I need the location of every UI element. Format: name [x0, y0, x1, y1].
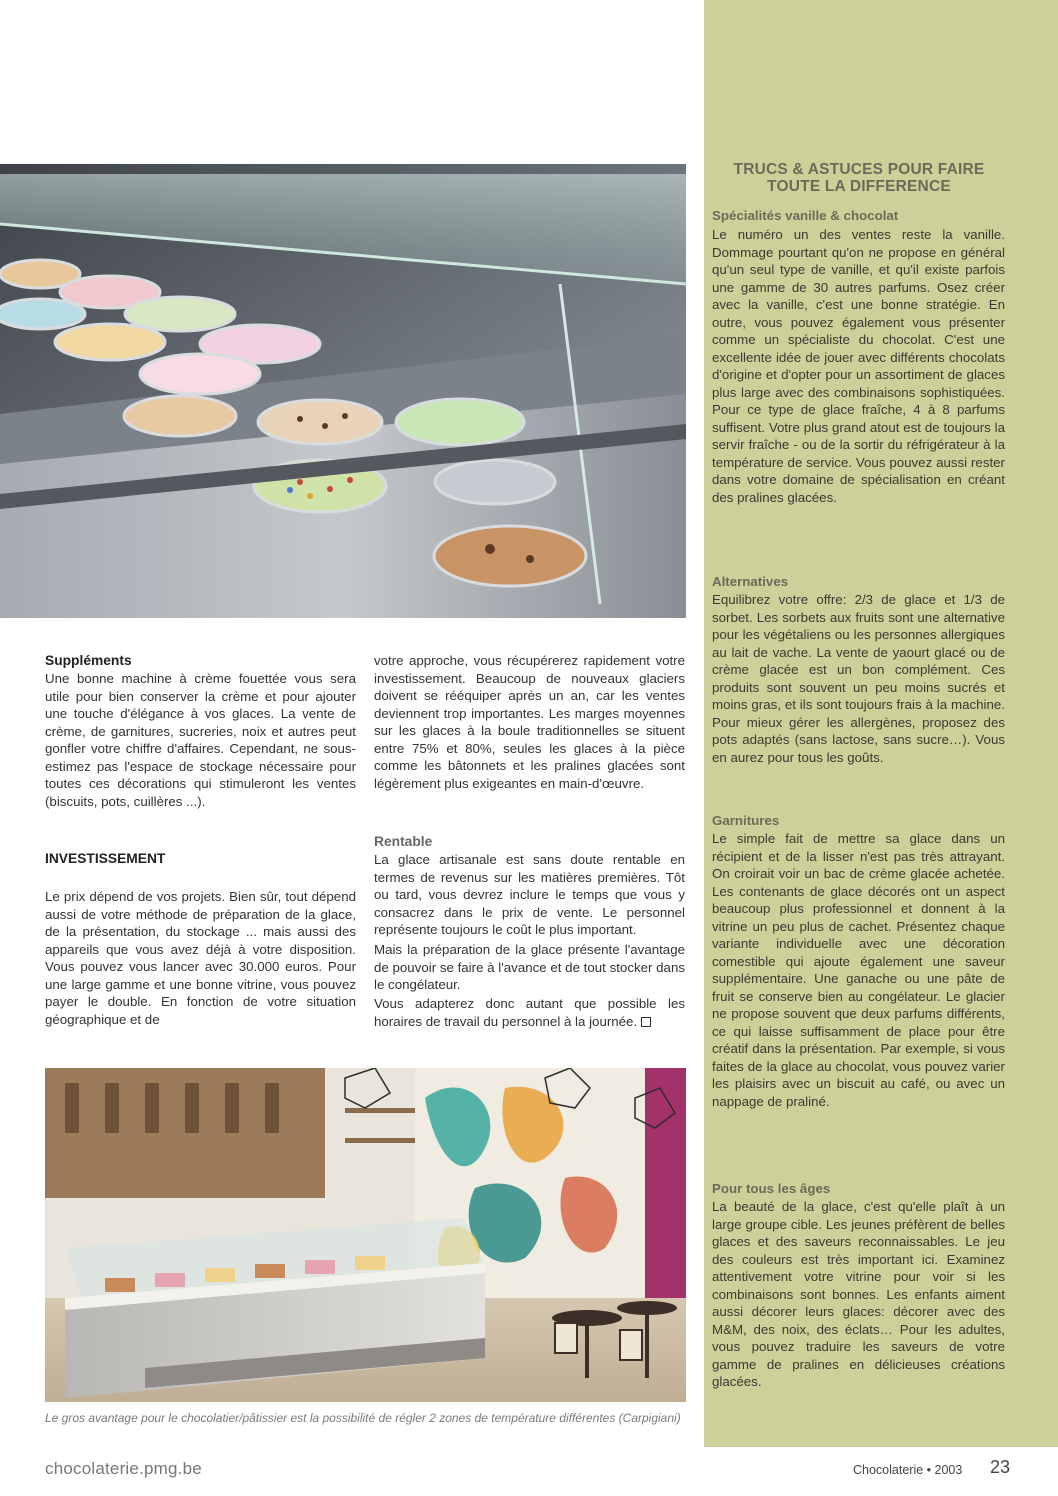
- shop-interior-photo: [45, 1068, 686, 1402]
- investissement-heading: INVESTISSEMENT: [45, 851, 166, 866]
- column2-intro-text: votre approche, vous récupérerez rapidement votre investissement. Beaucoup de nouveaux glaciers doivent se rééquiper après un an, car les ventes deviennent trop importantes. Les marges moyennes sur les glaces à la boule traditionnelles se situent entre 75% et 80%, seules les glaces à la pièce comme les bâtonnets et les pralines glacées sont légèrement plus exigeantes en main-d'œuvre.: [374, 653, 685, 791]
- sidebar-heading-alternatives: Alternatives: [712, 574, 789, 589]
- footer-website-link[interactable]: chocolaterie.pmg.be: [45, 1459, 202, 1478]
- photo-caption: Le gros avantage pour le chocolatier/pâtissier est la possibilité de régler 2 zones de température différentes (Carpigiani): [45, 1411, 681, 1425]
- sidebar-text-ages: La beauté de la glace, c'est qu'elle plaît à un large groupe cible. Les jeunes préfèrent de belles glaces et des saveurs reconnaissables. Le jeu des couleurs est très important ici. Examinez attentivement votre vitrine pour voir si les combinaisons sont bonnes. Les enfants aiment aussi décorer leurs glaces: décorer avec des M&M, des noix, des éclats… Pour les adultes, vous pouvez traduire les saveurs de votre gamme de pralines en délicieuses créations glacées.: [712, 1199, 1005, 1389]
- rentable-paragraph-2: Mais la préparation de la glace présente l'avantage de pouvoir se faire à l'avance et de tout stocker dans le congélateur.: [374, 942, 685, 992]
- investissement-text: Le prix dépend de vos projets. Bien sûr, tout dépend aussi de votre méthode de préparation de la glace, de la présentation, du stockage ... mais aussi des appareils que vous avez déjà à votre disposition. Vous pouvez vous lancer avec 30.000 euros. Pour une large gamme et une bonne vitrine, vous pouvez payer le double. En fonction de votre situation géographique et de: [45, 889, 356, 1027]
- sidebar-text-vanille: Le numéro un des ventes reste la vanille. Dommage pourtant qu'on ne propose en général qu'un seul type de vanille, et qu'il existe parfois une gamme de 30 autres parfums. Osez créer avec la vanille, c'est une bonne stratégie. En outre, vous pouvez également vous présenter comme un spécialiste du chocolat. C'est une excellente idée de jouer avec différents chocolats d'origine et d'opter pour un assortiment de glaces plus large avec des combinaisons sophistiquées. Pour ce type de glace fraîche, 4 à 8 parfums suffisent. Votre plus grand atout est de toujours la servir fraîche - ou de la sortir du réfrigérateur à la température de service. Vous pouvez aussi rester dans votre domaine de spécialisation en créant des pralines glacées.: [712, 227, 1005, 505]
- sidebar-text-alternatives: Equilibrez votre offre: 2/3 de glace et 1/3 de sorbet. Les sorbets aux fruits sont une alternative pour les végétaliens ou les personnes allergiques au lait de vache. La vente de yaourt glacé ou de crème glacée est un bon complément. Ces produits sont souvent un peu moins sucrés et moins gras, et ils sont toujours frais à la machine. Pour mieux gérer les allergènes, proposez des pots adaptés (sans lactose, sans sucre…). Vous en aurez pour tous les goûts.: [712, 592, 1005, 765]
- sidebar-title: TRUCS & ASTUCES POUR FAIRE TOUTE LA DIFFERENCE: [733, 161, 985, 195]
- rentable-paragraph-3: [374, 995, 685, 1030]
- supplements-text: Une bonne machine à crème fouettée vous sera utile pour bien conserver la crème et pour ajouter une touche d'élégance à vos glaces. La vente de crème, de garnitures, sucreries, noix et autres peut gonfler votre chiffre d'affaires. Cependant, ne sous-estimez pas l'espace de stockage nécessaire pour toutes ces décorations qui stimuleront les ventes (biscuits, pots, cuillères ...).: [45, 671, 356, 809]
- rentable-paragraph-3-text: Vous adapterez donc autant que possible les horaires de travail du personnel à la journée.: [374, 996, 685, 1029]
- rentable-heading: Rentable: [374, 834, 433, 849]
- ice-cream-display-photo: [0, 164, 686, 618]
- supplements-heading: Suppléments: [45, 653, 132, 668]
- end-of-article-square-icon: [641, 1017, 651, 1027]
- page-number: 23: [990, 1457, 1011, 1477]
- footer-magazine-issue: Chocolaterie • 2003: [853, 1463, 963, 1477]
- rentable-paragraph-1: La glace artisanale est sans doute rentable en termes de revenus sur les matières premières. Tôt ou tard, vous devrez inclure le temps que vous y consacrez dans le prix de vente. Le personnel représente toujours le coût le plus important.: [374, 852, 685, 937]
- sidebar-heading-vanille: Spécialités vanille & chocolat: [712, 208, 899, 223]
- sidebar-heading-garnitures: Garnitures: [712, 813, 780, 828]
- sidebar-heading-ages: Pour tous les âges: [712, 1181, 831, 1196]
- sidebar-text-garnitures: Le simple fait de mettre sa glace dans un récipient et de la lisser n'est pas très attrayant. On croirait voir un bac de crème glacée achetée. Les contenants de glace décorés ont un aspect beaucoup plus professionnel et donnent à la vitrine un peu plus de cachet. Présentez chaque variante individuelle avec une décoration comestible qui ajoute également une saveur supplémentaire. Une ganache ou une pâte de fruit se conserve bien au congélateur. Le glacier ne propose souvent que deux parfums différents, ce qui laisse suffisamment de place pour être créatif dans la présentation. Par exemple, si vous faites de la glace au chocolat, vous pouvez varier les plaisirs avec un biscuit au café, ou avec un nappage de praliné.: [712, 831, 1005, 1109]
